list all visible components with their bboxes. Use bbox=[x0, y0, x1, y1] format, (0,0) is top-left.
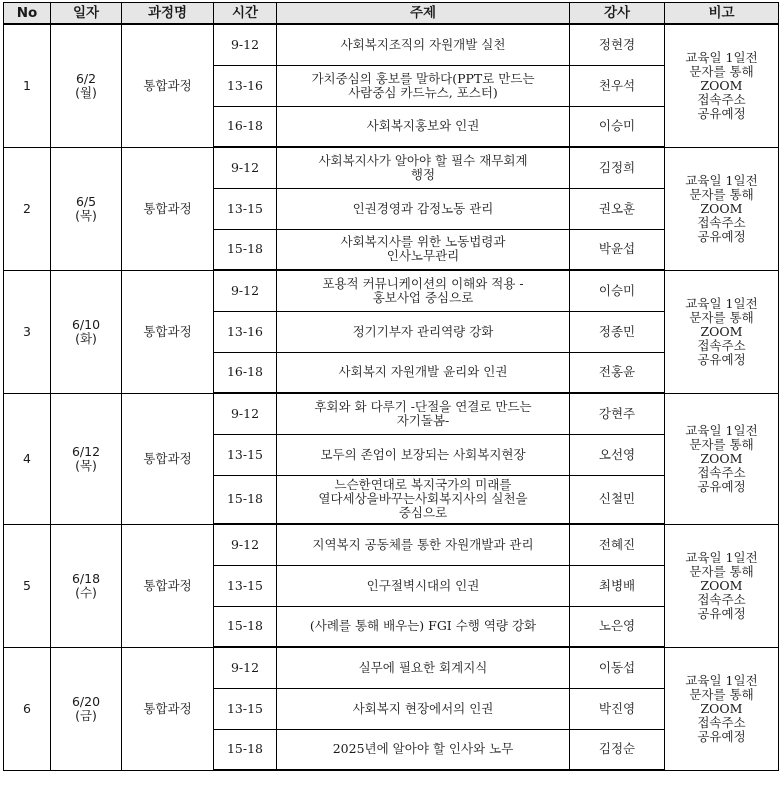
session-lecturer: 이승미 bbox=[570, 106, 665, 147]
day-note: 교육일 1일전 문자를 통해 ZOOM 접속주소 공유예정 bbox=[665, 647, 779, 770]
day-note: 교육일 1일전 문자를 통해 ZOOM 접속주소 공유예정 bbox=[665, 393, 779, 524]
session-lecturer: 신철민 bbox=[570, 475, 665, 524]
session-time: 13-15 bbox=[214, 188, 277, 229]
session-lecturer: 최병배 bbox=[570, 565, 665, 606]
course-name: 통합과정 bbox=[122, 147, 214, 270]
schedule-row bbox=[4, 524, 779, 565]
session-topic: 포용적 커뮤니케이션의 이해와 적용 - 홍보사업 중심으로 bbox=[277, 270, 570, 311]
day-note: 교육일 1일전 문자를 통해 ZOOM 접속주소 공유예정 bbox=[665, 147, 779, 270]
day-number: 1 bbox=[4, 24, 51, 147]
session-topic: 후회와 화 다루기 -단절을 연결로 만드는 자기돌봄- bbox=[277, 393, 570, 434]
session-lecturer: 정종민 bbox=[570, 311, 665, 352]
session-time: 15-18 bbox=[214, 229, 277, 270]
course-name: 통합과정 bbox=[122, 393, 214, 524]
day-note: 교육일 1일전 문자를 통해 ZOOM 접속주소 공유예정 bbox=[665, 24, 779, 147]
session-topic: 실무에 필요한 회계지식 bbox=[277, 647, 570, 688]
day-date bbox=[51, 24, 122, 147]
date-text: 6/20 bbox=[71, 693, 101, 709]
session-lecturer: 노은영 bbox=[570, 606, 665, 647]
header-time: 시간 bbox=[214, 3, 277, 25]
schedule-row bbox=[4, 24, 779, 65]
header-lecturer: 강사 bbox=[570, 3, 665, 25]
day-note: 교육일 1일전 문자를 통해 ZOOM 접속주소 공유예정 bbox=[665, 524, 779, 647]
day-note: 교육일 1일전 문자를 통해 ZOOM 접속주소 공유예정 bbox=[665, 270, 779, 393]
session-topic: 사회복지홍보와 인권 bbox=[277, 106, 570, 147]
session-lecturer: 전혜진 bbox=[570, 524, 665, 565]
header-note: 비고 bbox=[665, 3, 779, 25]
day-date bbox=[51, 647, 122, 770]
session-time: 13-15 bbox=[214, 434, 277, 475]
session-topic: 2025년에 알아야 할 인사와 노무 bbox=[277, 729, 570, 770]
session-time: 15-18 bbox=[214, 475, 277, 524]
schedule-row bbox=[4, 647, 779, 688]
header-topic: 주제 bbox=[277, 3, 570, 25]
date-text: 6/12 bbox=[71, 443, 101, 459]
date-text: 6/10 bbox=[71, 316, 101, 332]
session-time: 16-18 bbox=[214, 352, 277, 393]
session-time: 9-12 bbox=[214, 647, 277, 688]
session-time: 15-18 bbox=[214, 729, 277, 770]
day-number: 3 bbox=[4, 270, 51, 393]
session-lecturer: 전홍윤 bbox=[570, 352, 665, 393]
schedule-row bbox=[4, 393, 779, 434]
session-topic: 사회복지 현장에서의 인권 bbox=[277, 688, 570, 729]
course-name: 통합과정 bbox=[122, 24, 214, 147]
header-course: 과정명 bbox=[122, 3, 214, 25]
session-lecturer: 천우석 bbox=[570, 65, 665, 106]
date-text: 6/2 bbox=[75, 70, 97, 86]
session-topic: 가치중심의 홍보를 말하다(PPT로 만드는 사람중심 카드뉴스, 포스터) bbox=[277, 65, 570, 106]
weekday-text: (월) bbox=[75, 84, 97, 100]
session-topic: 모두의 존엄이 보장되는 사회복지현장 bbox=[277, 434, 570, 475]
schedule-row bbox=[4, 147, 779, 188]
session-topic: 인권경영과 감정노동 관리 bbox=[277, 188, 570, 229]
schedule-row bbox=[4, 270, 779, 311]
header-no: No bbox=[4, 3, 51, 25]
date-text: 6/18 bbox=[71, 570, 101, 586]
session-lecturer: 오선영 bbox=[570, 434, 665, 475]
date-text: 6/5 bbox=[75, 193, 97, 209]
course-name: 통합과정 bbox=[122, 270, 214, 393]
day-number: 6 bbox=[4, 647, 51, 770]
weekday-text: (수) bbox=[75, 584, 97, 600]
schedule-table bbox=[3, 2, 779, 771]
session-topic: 인구절벽시대의 인권 bbox=[277, 565, 570, 606]
day-date bbox=[51, 147, 122, 270]
header-row bbox=[4, 3, 779, 25]
session-lecturer: 김정순 bbox=[570, 729, 665, 770]
session-topic: 사회복지사가 알아야 할 필수 재무회계 행정 bbox=[277, 147, 570, 188]
schedule-body bbox=[4, 24, 779, 770]
session-topic: 사회복지 자원개발 윤리와 인권 bbox=[277, 352, 570, 393]
session-time: 9-12 bbox=[214, 270, 277, 311]
day-date bbox=[51, 270, 122, 393]
session-time: 13-15 bbox=[214, 565, 277, 606]
session-time: 9-12 bbox=[214, 393, 277, 434]
session-topic: (사례를 통해 배우는) FGI 수행 역량 강화 bbox=[277, 606, 570, 647]
session-topic: 사회복지조직의 자원개발 실천 bbox=[277, 24, 570, 65]
session-topic: 지역복지 공동체를 통한 자원개발과 관리 bbox=[277, 524, 570, 565]
day-number: 4 bbox=[4, 393, 51, 524]
session-lecturer: 정현경 bbox=[570, 24, 665, 65]
day-date bbox=[51, 524, 122, 647]
session-time: 16-18 bbox=[214, 106, 277, 147]
session-time: 13-16 bbox=[214, 65, 277, 106]
weekday-text: (화) bbox=[75, 330, 97, 346]
weekday-text: (금) bbox=[75, 707, 97, 723]
session-lecturer: 박윤섭 bbox=[570, 229, 665, 270]
session-time: 15-18 bbox=[214, 606, 277, 647]
day-number: 2 bbox=[4, 147, 51, 270]
session-time: 13-15 bbox=[214, 688, 277, 729]
day-date bbox=[51, 393, 122, 524]
session-time: 9-12 bbox=[214, 24, 277, 65]
course-name: 통합과정 bbox=[122, 524, 214, 647]
session-lecturer: 박진영 bbox=[570, 688, 665, 729]
session-time: 13-16 bbox=[214, 311, 277, 352]
session-topic: 사회복지사를 위한 노동법령과 인사노무관리 bbox=[277, 229, 570, 270]
session-lecturer: 권오훈 bbox=[570, 188, 665, 229]
session-lecturer: 김정희 bbox=[570, 147, 665, 188]
weekday-text: (목) bbox=[75, 207, 97, 223]
course-name: 통합과정 bbox=[122, 647, 214, 770]
header-date: 일자 bbox=[51, 3, 122, 25]
session-lecturer: 이승미 bbox=[570, 270, 665, 311]
session-time: 9-12 bbox=[214, 147, 277, 188]
session-lecturer: 강현주 bbox=[570, 393, 665, 434]
weekday-text: (목) bbox=[75, 457, 97, 473]
session-topic: 정기기부자 관리역량 강화 bbox=[277, 311, 570, 352]
session-topic: 느슨한연대로 복지국가의 미래를 열다세상을바꾸는사회복지사의 실천을 중심으로 bbox=[277, 475, 570, 524]
day-number: 5 bbox=[4, 524, 51, 647]
session-time: 9-12 bbox=[214, 524, 277, 565]
session-lecturer: 이동섭 bbox=[570, 647, 665, 688]
